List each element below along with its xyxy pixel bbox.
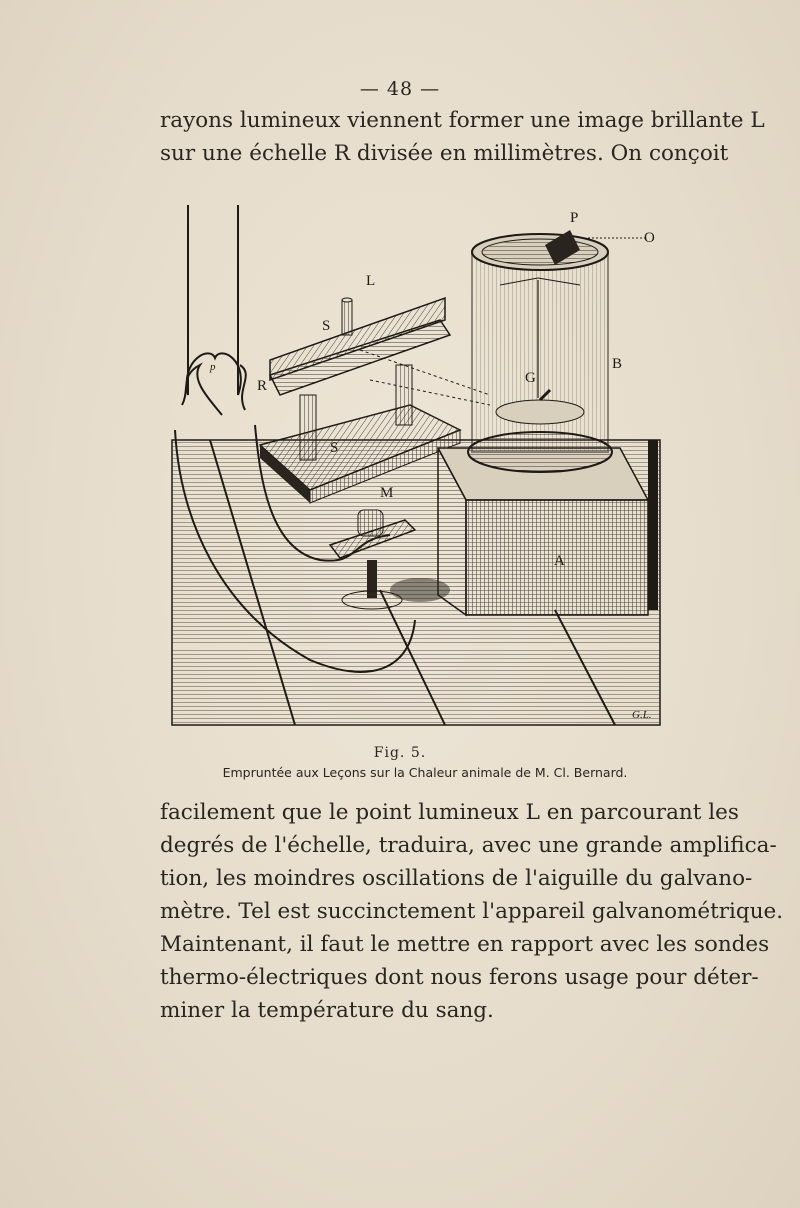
top-paragraph (160, 104, 765, 170)
text-line: miner la température du sang. (160, 998, 494, 1023)
label-S-bottom: S (330, 440, 339, 456)
text-line: rayons lumineux viennent former une image brillante L (160, 108, 765, 133)
label-M: M (380, 485, 394, 501)
label-A: A (554, 553, 565, 569)
text-line: thermo-électriques dont nous ferons usage pour déter- (160, 965, 759, 990)
text-line: Maintenant, il faut le mettre en rapport avec les sondes (160, 932, 770, 957)
label-G: G (525, 370, 536, 386)
galvanometer-illustration (160, 190, 670, 730)
text-line: degrés de l'échelle, traduira, avec une grande amplifica- (160, 833, 777, 858)
figure-label: Fig. 5. (373, 745, 427, 761)
text-line: tion, les moindres oscillations de l'aiguille du galvano- (160, 866, 753, 891)
text-line: facilement que le point lumineux L en parcourant les (160, 800, 739, 825)
label-S-top: S (322, 318, 331, 334)
engraver-signature: G.L. (632, 709, 652, 721)
text-line: sur une échelle R divisée en millimètres. On conçoit (160, 141, 729, 166)
label-L: L (366, 273, 376, 289)
galvanometer-bell-jar (468, 230, 645, 472)
page-number: — 48 — (359, 78, 441, 100)
text-line: mètre. Tel est succinctement l'appareil galvanométrique. (160, 899, 784, 924)
label-p: p (210, 361, 216, 373)
label-R: R (257, 378, 268, 394)
label-B: B (612, 356, 623, 372)
bottom-paragraph (160, 796, 784, 1027)
label-O: O (644, 230, 655, 246)
figure-caption: Empruntée aux Leçons sur la Chaleur animale de M. Cl. Bernard. (222, 765, 628, 780)
label-P: P (570, 210, 579, 226)
